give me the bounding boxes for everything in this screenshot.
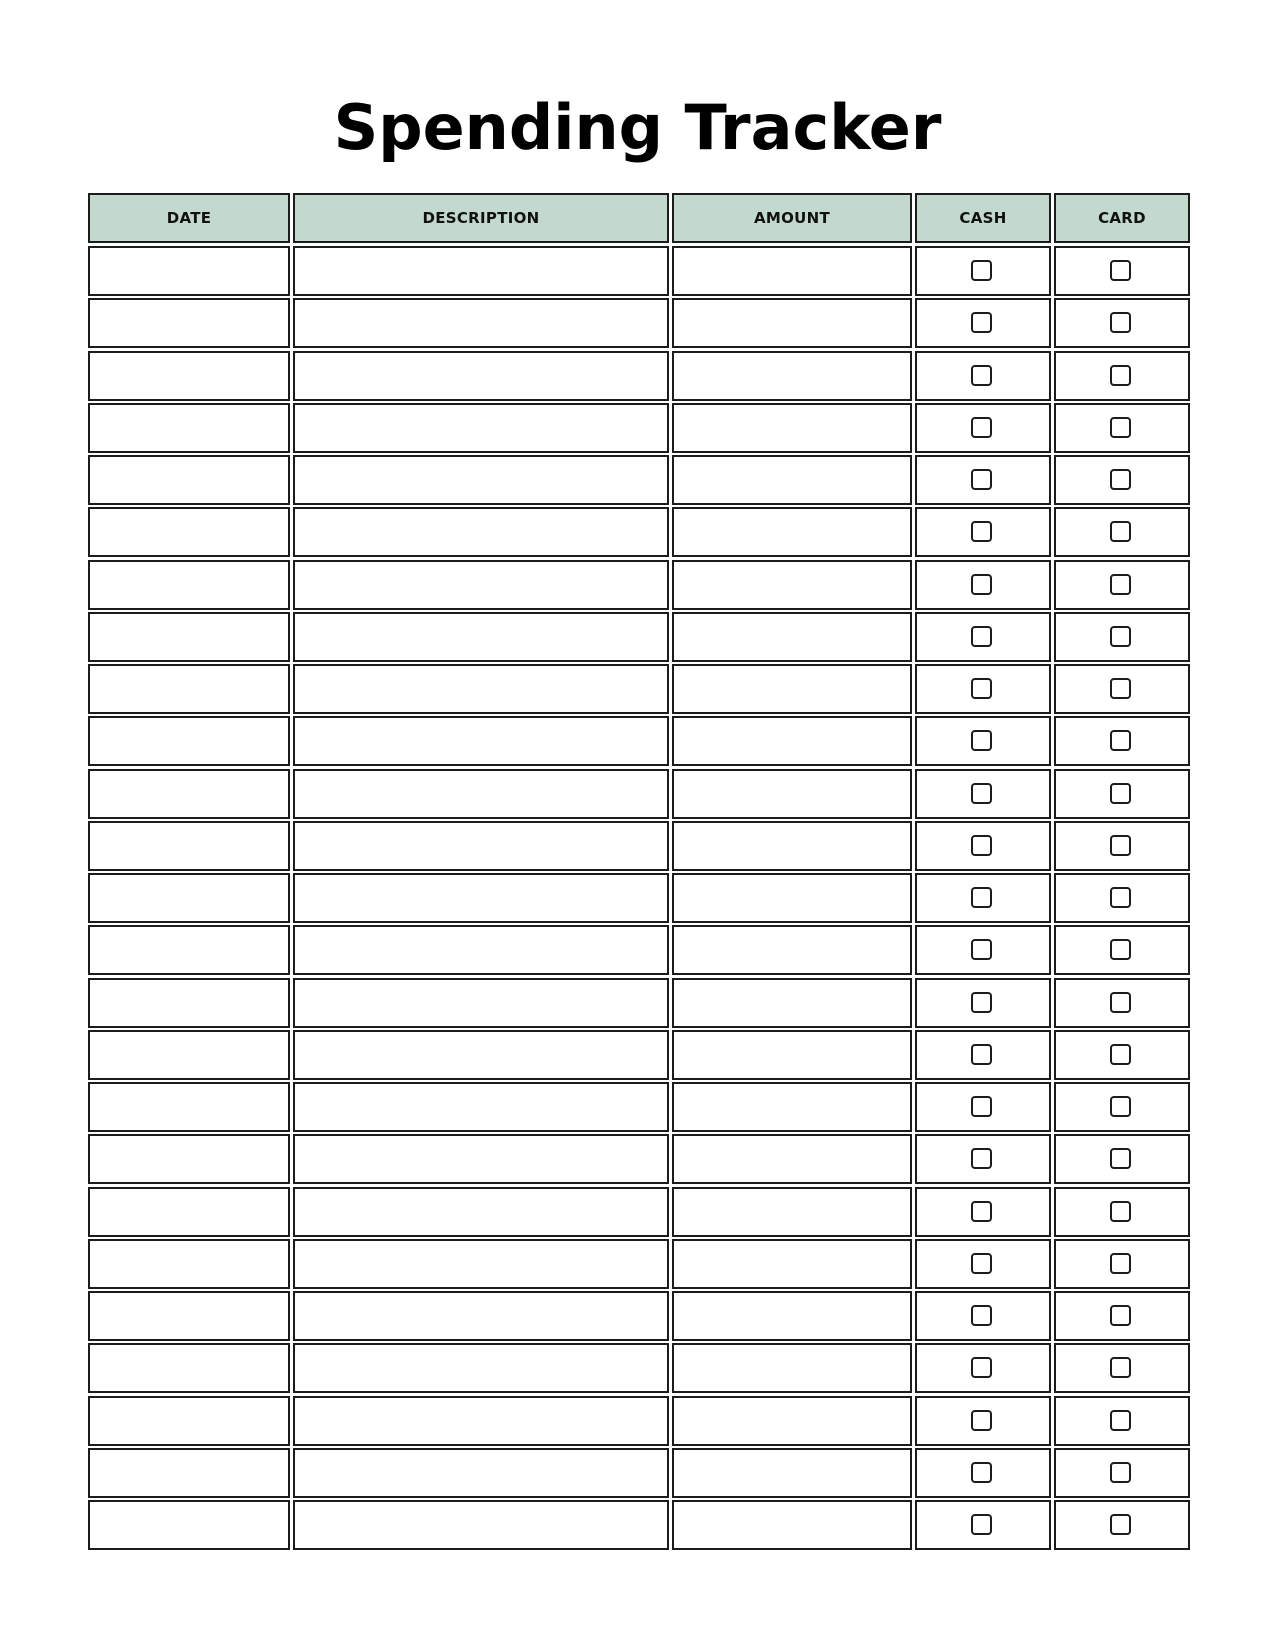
cash-cell — [915, 507, 1051, 557]
cash-cell — [915, 560, 1051, 610]
cash-checkbox[interactable] — [971, 1096, 992, 1117]
amount-cell[interactable] — [672, 246, 912, 296]
cash-checkbox[interactable] — [971, 574, 992, 595]
header-amount: AMOUNT — [672, 193, 912, 243]
cash-checkbox[interactable] — [971, 1357, 992, 1378]
card-cell — [1054, 1082, 1190, 1132]
date-cell[interactable] — [88, 1239, 290, 1289]
cash-checkbox[interactable] — [971, 887, 992, 908]
card-cell — [1054, 560, 1190, 610]
description-cell[interactable] — [293, 1134, 669, 1184]
amount-cell[interactable] — [672, 1134, 912, 1184]
cash-cell — [915, 925, 1051, 975]
description-cell[interactable] — [293, 351, 669, 401]
card-cell — [1054, 1134, 1190, 1184]
amount-cell[interactable] — [672, 821, 912, 871]
card-cell — [1054, 769, 1190, 819]
card-cell — [1054, 246, 1190, 296]
card-checkbox[interactable] — [1110, 1253, 1131, 1274]
card-cell — [1054, 1343, 1190, 1393]
card-checkbox[interactable] — [1110, 1305, 1131, 1326]
description-cell[interactable] — [293, 664, 669, 714]
date-cell[interactable] — [88, 1291, 290, 1341]
date-cell[interactable] — [88, 664, 290, 714]
card-checkbox[interactable] — [1110, 835, 1131, 856]
amount-cell[interactable] — [672, 560, 912, 610]
cash-cell — [915, 298, 1051, 348]
card-checkbox[interactable] — [1110, 678, 1131, 699]
card-cell — [1054, 873, 1190, 923]
description-cell[interactable] — [293, 1448, 669, 1498]
description-cell[interactable] — [293, 1343, 669, 1393]
amount-cell[interactable] — [672, 925, 912, 975]
card-checkbox[interactable] — [1110, 260, 1131, 281]
card-checkbox[interactable] — [1110, 887, 1131, 908]
card-checkbox[interactable] — [1110, 1514, 1131, 1535]
date-cell[interactable] — [88, 978, 290, 1028]
date-cell[interactable] — [88, 246, 290, 296]
date-cell[interactable] — [88, 716, 290, 766]
date-cell[interactable] — [88, 1134, 290, 1184]
cash-cell — [915, 1500, 1051, 1550]
cash-cell — [915, 873, 1051, 923]
card-cell — [1054, 1500, 1190, 1550]
cash-cell — [915, 612, 1051, 662]
cash-cell — [915, 978, 1051, 1028]
description-cell[interactable] — [293, 560, 669, 610]
description-cell[interactable] — [293, 1239, 669, 1289]
page-title: Spending Tracker — [333, 91, 942, 164]
date-cell[interactable] — [88, 507, 290, 557]
header-date: DATE — [88, 193, 290, 243]
amount-cell[interactable] — [672, 1239, 912, 1289]
description-cell[interactable] — [293, 246, 669, 296]
cash-checkbox[interactable] — [971, 678, 992, 699]
amount-cell[interactable] — [672, 1082, 912, 1132]
card-cell — [1054, 298, 1190, 348]
description-cell[interactable] — [293, 716, 669, 766]
card-checkbox[interactable] — [1110, 1096, 1131, 1117]
date-cell[interactable] — [88, 821, 290, 871]
card-cell — [1054, 351, 1190, 401]
card-checkbox[interactable] — [1110, 1357, 1131, 1378]
card-checkbox[interactable] — [1110, 783, 1131, 804]
description-cell[interactable] — [293, 769, 669, 819]
card-checkbox[interactable] — [1110, 365, 1131, 386]
cash-checkbox[interactable] — [971, 1305, 992, 1326]
cash-cell — [915, 1343, 1051, 1393]
description-cell[interactable] — [293, 612, 669, 662]
card-cell — [1054, 403, 1190, 453]
card-cell — [1054, 1396, 1190, 1446]
date-cell[interactable] — [88, 1343, 290, 1393]
card-checkbox[interactable] — [1110, 469, 1131, 490]
card-cell — [1054, 455, 1190, 505]
cash-cell — [915, 716, 1051, 766]
date-cell[interactable] — [88, 1500, 290, 1550]
description-cell[interactable] — [293, 873, 669, 923]
cash-checkbox[interactable] — [971, 1514, 992, 1535]
cash-checkbox[interactable] — [971, 417, 992, 438]
date-cell[interactable] — [88, 1082, 290, 1132]
cash-checkbox[interactable] — [971, 626, 992, 647]
amount-cell[interactable] — [672, 1500, 912, 1550]
cash-cell — [915, 1396, 1051, 1446]
card-checkbox[interactable] — [1110, 939, 1131, 960]
card-checkbox[interactable] — [1110, 1044, 1131, 1065]
amount-cell[interactable] — [672, 1343, 912, 1393]
amount-cell[interactable] — [672, 664, 912, 714]
description-cell[interactable] — [293, 1030, 669, 1080]
card-cell — [1054, 507, 1190, 557]
cash-cell — [915, 664, 1051, 714]
amount-cell[interactable] — [672, 612, 912, 662]
card-cell — [1054, 925, 1190, 975]
cash-checkbox[interactable] — [971, 783, 992, 804]
card-cell — [1054, 612, 1190, 662]
description-cell[interactable] — [293, 403, 669, 453]
date-cell[interactable] — [88, 612, 290, 662]
description-cell[interactable] — [293, 925, 669, 975]
cash-cell — [915, 1082, 1051, 1132]
cash-checkbox[interactable] — [971, 1044, 992, 1065]
amount-cell[interactable] — [672, 298, 912, 348]
cash-cell — [915, 455, 1051, 505]
amount-cell[interactable] — [672, 1396, 912, 1446]
cash-cell — [915, 1134, 1051, 1184]
date-cell[interactable] — [88, 925, 290, 975]
header-description: DESCRIPTION — [293, 193, 669, 243]
date-cell[interactable] — [88, 298, 290, 348]
card-checkbox[interactable] — [1110, 1410, 1131, 1431]
cash-checkbox[interactable] — [971, 469, 992, 490]
description-cell[interactable] — [293, 1396, 669, 1446]
cash-checkbox[interactable] — [971, 521, 992, 542]
cash-cell — [915, 403, 1051, 453]
cash-cell — [915, 821, 1051, 871]
card-cell — [1054, 716, 1190, 766]
card-cell — [1054, 1291, 1190, 1341]
card-checkbox[interactable] — [1110, 312, 1131, 333]
amount-cell[interactable] — [672, 1448, 912, 1498]
description-cell[interactable] — [293, 1500, 669, 1550]
amount-cell[interactable] — [672, 507, 912, 557]
description-cell[interactable] — [293, 507, 669, 557]
cash-checkbox[interactable] — [971, 1201, 992, 1222]
card-cell — [1054, 1187, 1190, 1237]
cash-checkbox[interactable] — [971, 312, 992, 333]
card-checkbox[interactable] — [1110, 730, 1131, 751]
cash-checkbox[interactable] — [971, 1410, 992, 1431]
cash-checkbox[interactable] — [971, 260, 992, 281]
cash-cell — [915, 769, 1051, 819]
card-checkbox[interactable] — [1110, 574, 1131, 595]
card-cell — [1054, 821, 1190, 871]
amount-cell[interactable] — [672, 978, 912, 1028]
date-cell[interactable] — [88, 1396, 290, 1446]
amount-cell[interactable] — [672, 455, 912, 505]
card-cell — [1054, 978, 1190, 1028]
card-checkbox[interactable] — [1110, 1148, 1131, 1169]
header-card: CARD — [1054, 193, 1190, 243]
amount-cell[interactable] — [672, 403, 912, 453]
amount-cell[interactable] — [672, 351, 912, 401]
cash-cell — [915, 1448, 1051, 1498]
date-cell[interactable] — [88, 351, 290, 401]
cash-cell — [915, 1291, 1051, 1341]
card-cell — [1054, 1448, 1190, 1498]
date-cell[interactable] — [88, 560, 290, 610]
date-cell[interactable] — [88, 1030, 290, 1080]
cash-checkbox[interactable] — [971, 365, 992, 386]
cash-checkbox[interactable] — [971, 1148, 992, 1169]
amount-cell[interactable] — [672, 769, 912, 819]
cash-checkbox[interactable] — [971, 1253, 992, 1274]
amount-cell[interactable] — [672, 1187, 912, 1237]
cash-cell — [915, 1030, 1051, 1080]
card-checkbox[interactable] — [1110, 1201, 1131, 1222]
amount-cell[interactable] — [672, 1291, 912, 1341]
amount-cell[interactable] — [672, 1030, 912, 1080]
card-checkbox[interactable] — [1110, 626, 1131, 647]
cash-checkbox[interactable] — [971, 992, 992, 1013]
description-cell[interactable] — [293, 1187, 669, 1237]
card-checkbox[interactable] — [1110, 417, 1131, 438]
description-cell[interactable] — [293, 455, 669, 505]
cash-cell — [915, 351, 1051, 401]
card-checkbox[interactable] — [1110, 521, 1131, 542]
description-cell[interactable] — [293, 978, 669, 1028]
description-cell[interactable] — [293, 821, 669, 871]
date-cell[interactable] — [88, 403, 290, 453]
cash-checkbox[interactable] — [971, 730, 992, 751]
card-cell — [1054, 1030, 1190, 1080]
card-cell — [1054, 1239, 1190, 1289]
cash-checkbox[interactable] — [971, 939, 992, 960]
amount-cell[interactable] — [672, 716, 912, 766]
header-cash: CASH — [915, 193, 1051, 243]
cash-cell — [915, 246, 1051, 296]
date-cell[interactable] — [88, 769, 290, 819]
description-cell[interactable] — [293, 1291, 669, 1341]
cash-checkbox[interactable] — [971, 835, 992, 856]
cash-checkbox[interactable] — [971, 1462, 992, 1483]
card-checkbox[interactable] — [1110, 992, 1131, 1013]
card-cell — [1054, 664, 1190, 714]
description-cell[interactable] — [293, 1082, 669, 1132]
cash-cell — [915, 1239, 1051, 1289]
cash-cell — [915, 1187, 1051, 1237]
date-cell[interactable] — [88, 1448, 290, 1498]
date-cell[interactable] — [88, 455, 290, 505]
description-cell[interactable] — [293, 298, 669, 348]
amount-cell[interactable] — [672, 873, 912, 923]
date-cell[interactable] — [88, 873, 290, 923]
card-checkbox[interactable] — [1110, 1462, 1131, 1483]
date-cell[interactable] — [88, 1187, 290, 1237]
